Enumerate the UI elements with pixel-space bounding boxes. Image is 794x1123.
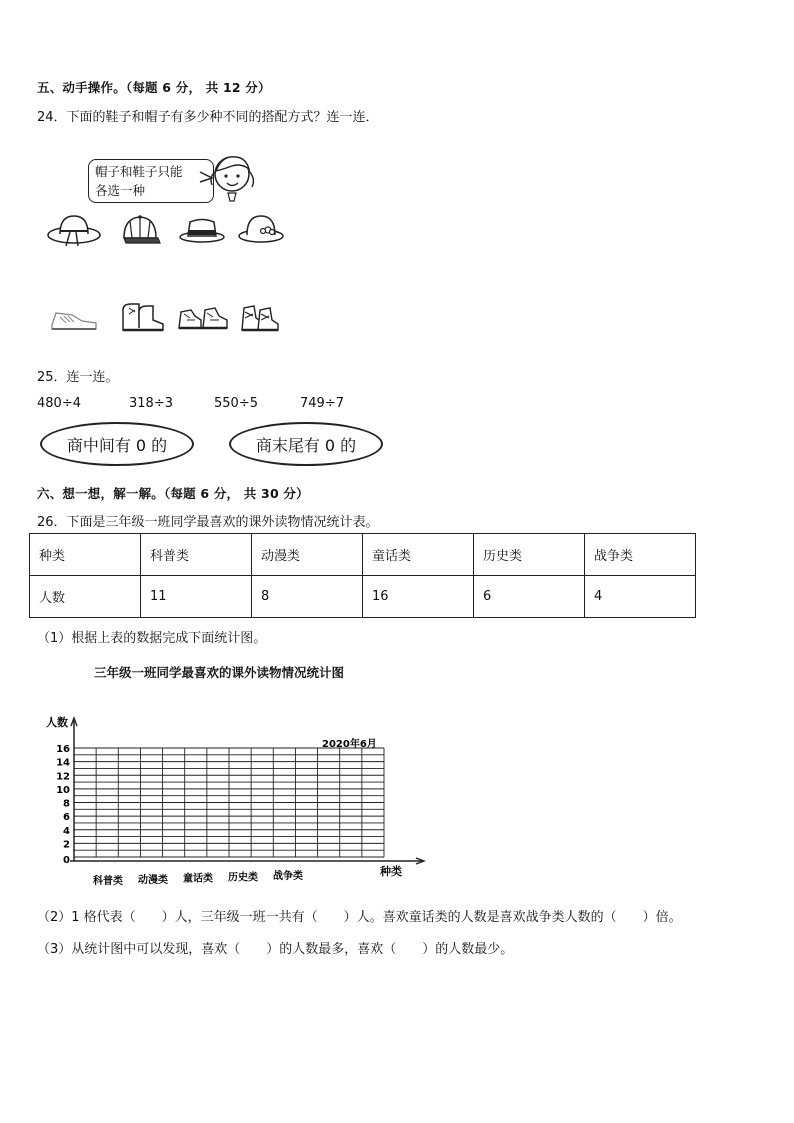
table-cell: 8 — [252, 576, 363, 618]
question-24: 24．下面的鞋子和帽子有多少种不同的搭配方式？连一连． — [37, 110, 379, 125]
x-tick-label: 历史类 — [228, 872, 258, 884]
question-25: 25．连一连。 — [37, 370, 119, 385]
sub-question-1: （1）根据上表的数据完成下面统计图。 — [37, 631, 267, 646]
y-tick-label: 8 — [63, 798, 70, 810]
oval-middle-zero-label: 商中间有 0 的 — [66, 435, 168, 455]
y-tick-label: 14 — [56, 757, 70, 769]
bar-chart — [30, 712, 430, 892]
y-tick-label: 6 — [63, 812, 70, 824]
sun-hat-icon — [46, 210, 102, 250]
table-row — [30, 576, 696, 618]
expression-3[interactable]: 550÷5 — [214, 396, 258, 411]
sneaker-icon — [48, 303, 100, 335]
chart-grid — [74, 748, 384, 857]
y-tick-label: 16 — [56, 744, 70, 755]
y-tick-label: 4 — [63, 825, 70, 837]
y-tick-label: 12 — [56, 771, 70, 783]
question-26: 26．下面是三年级一班同学最喜欢的课外读物情况统计表。 — [37, 515, 379, 530]
table-cell: 种类 — [30, 534, 141, 576]
x-tick-label: 动漫类 — [138, 874, 168, 886]
table-cell: 人数 — [30, 576, 141, 618]
y-axis-label: 人数 — [46, 716, 68, 729]
stats-table — [29, 533, 696, 618]
x-tick-label: 战争类 — [273, 871, 303, 883]
table-cell: 4 — [585, 576, 696, 618]
expression-1[interactable]: 480÷4 — [37, 396, 81, 411]
girl-face-icon — [208, 149, 258, 205]
bubble-line-1: 帽子和鞋子只能 — [95, 164, 183, 179]
oval-end-zero-label: 商末尾有 0 的 — [255, 435, 357, 455]
table-row — [30, 534, 696, 576]
table-cell: 6 — [474, 576, 585, 618]
oval-middle-zero[interactable] — [40, 422, 194, 466]
section-heading-5: 五、动手操作。（每题 6 分， 共 12 分） — [37, 80, 271, 95]
expression-4[interactable]: 749÷7 — [300, 396, 344, 411]
table-cell: 历史类 — [474, 534, 585, 576]
expression-2[interactable]: 318÷3 — [129, 396, 173, 411]
cap-icon — [118, 212, 162, 248]
y-tick-label: 10 — [56, 784, 70, 796]
table-cell: 战争类 — [585, 534, 696, 576]
x-axis-label: 种类 — [380, 865, 402, 878]
shoes-pair-icon — [175, 300, 229, 336]
flower-hat-icon — [237, 210, 285, 246]
table-cell: 16 — [363, 576, 474, 618]
section-heading-6: 六、想一想，解一解。（每题 6 分， 共 30 分） — [37, 486, 309, 501]
table-cell: 11 — [141, 576, 252, 618]
x-tick-labels — [92, 869, 303, 887]
y-tick-label: 2 — [63, 839, 70, 851]
chart-title: 三年级一班同学最喜欢的课外读物情况统计图 — [94, 665, 345, 680]
y-tick-label: 0 — [63, 855, 70, 866]
boots-icon — [117, 298, 167, 338]
x-tick-label: 童话类 — [183, 873, 213, 885]
table-cell: 科普类 — [141, 534, 252, 576]
table-cell: 童话类 — [363, 534, 474, 576]
fedora-icon — [178, 214, 226, 246]
table-cell: 动漫类 — [252, 534, 363, 576]
oval-end-zero[interactable] — [229, 422, 383, 466]
sub-question-3: （3）从统计图中可以发现，喜欢（ ）的人数最多，喜欢（ ）的人数最少。 — [37, 942, 514, 957]
chart-date-label: 2020年6月 — [322, 739, 377, 750]
sandals-icon — [236, 298, 282, 338]
y-tick-labels — [56, 744, 70, 866]
bubble-line-2: 各选一种 — [95, 183, 146, 198]
sub-question-2: （2）1 格代表（ ）人，三年级一班一共有（ ）人。喜欢童话类的人数是喜欢战争类人数的（ ）倍。 — [37, 910, 682, 925]
x-tick-label: 科普类 — [93, 876, 123, 887]
